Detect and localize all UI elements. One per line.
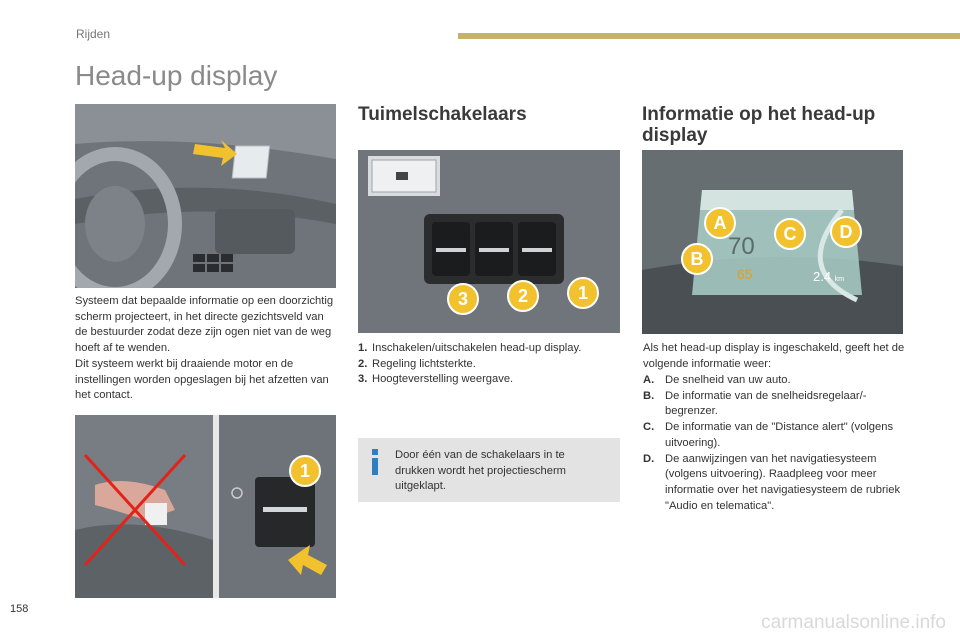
- callout-badge: 1: [567, 277, 599, 309]
- item-text: De informatie van de snelheidsregelaar/-begrenzer.: [665, 389, 867, 418]
- hud-limit-readout: 65: [737, 266, 753, 282]
- switch-function-list: [358, 341, 620, 388]
- item-text: Hoogteverstelling weergave.: [372, 373, 514, 386]
- item-number: 1.: [358, 342, 368, 354]
- hud-intro-paragraph: Als het head-up display is ingeschakeld, geeft het de volgende informatie weer:: [643, 342, 905, 370]
- hud-distance-unit: km: [834, 276, 845, 283]
- item-number: 2.: [358, 357, 368, 370]
- info-note-text: Door één van de schakelaars in te drukken wordt het projectiescherm uitgeklapt.: [395, 449, 566, 493]
- hud-distance-value: 2.4: [813, 269, 832, 284]
- hud-display-illustration: [642, 150, 903, 334]
- item-text: Regeling lichtsterkte.: [372, 357, 476, 370]
- settings-paragraph: Dit systeem werkt bij draaiende motor en de instellingen worden opgeslagen bij het afzetten van het contact.: [75, 358, 329, 402]
- hud-info-title: Informatie op het head-up display: [642, 104, 876, 146]
- list-item: [643, 389, 905, 420]
- hud-info-list: [643, 373, 905, 514]
- item-text: De informatie van de "Distance alert" (volgens uitvoering).: [665, 421, 894, 449]
- item-text: De snelheid van uw auto.: [665, 374, 791, 386]
- callout-badge: 2: [507, 280, 539, 312]
- dashboard-illustration: [75, 104, 336, 288]
- info-note: [358, 438, 620, 502]
- page-number: 158: [10, 603, 29, 615]
- info-icon: [370, 449, 380, 475]
- list-item: [643, 452, 905, 515]
- list-item: [643, 373, 905, 389]
- section-label: Rijden: [76, 27, 111, 41]
- intro-paragraph: Systeem dat bepaalde informatie op een doorzichtig scherm projecteert, in het directe gezichtsveld van de bestuurder zodat deze zijn ogen niet van de weg hoeft af te wenden.: [75, 295, 334, 355]
- page-title: Head-up display: [75, 60, 278, 91]
- list-item: [358, 357, 620, 373]
- item-letter: C.: [643, 421, 655, 434]
- callout-badge: C: [774, 218, 806, 250]
- item-letter: B.: [643, 389, 655, 402]
- list-item: [358, 372, 620, 388]
- list-item: [643, 420, 905, 451]
- item-text: De aanwijzingen van het navigatiesysteem (volgens uitvoering). Raadpleeg voor meer informatie over het navigatiesysteem de rubriek "Audio en telematica".: [665, 452, 901, 512]
- hud-distance-readout: [813, 269, 844, 284]
- callout-badge: D: [830, 216, 862, 248]
- switches-title: Tuimelschakelaars: [358, 104, 527, 125]
- projection-screen-illustration: [75, 415, 336, 598]
- callout-badge: B: [681, 243, 713, 275]
- header-rule: [458, 33, 960, 39]
- watermark: carmanualsonline.info: [761, 612, 946, 633]
- callout-badge: A: [704, 207, 736, 239]
- callout-badge: 1: [289, 455, 321, 487]
- item-number: 3.: [358, 373, 368, 386]
- hud-speed-readout: 70: [728, 233, 755, 260]
- item-letter: A.: [643, 374, 655, 386]
- item-text: Inschakelen/uitschakelen head-up display.: [372, 342, 582, 354]
- list-item: [358, 341, 620, 357]
- callout-badge: 3: [447, 283, 479, 315]
- item-letter: D.: [643, 452, 655, 465]
